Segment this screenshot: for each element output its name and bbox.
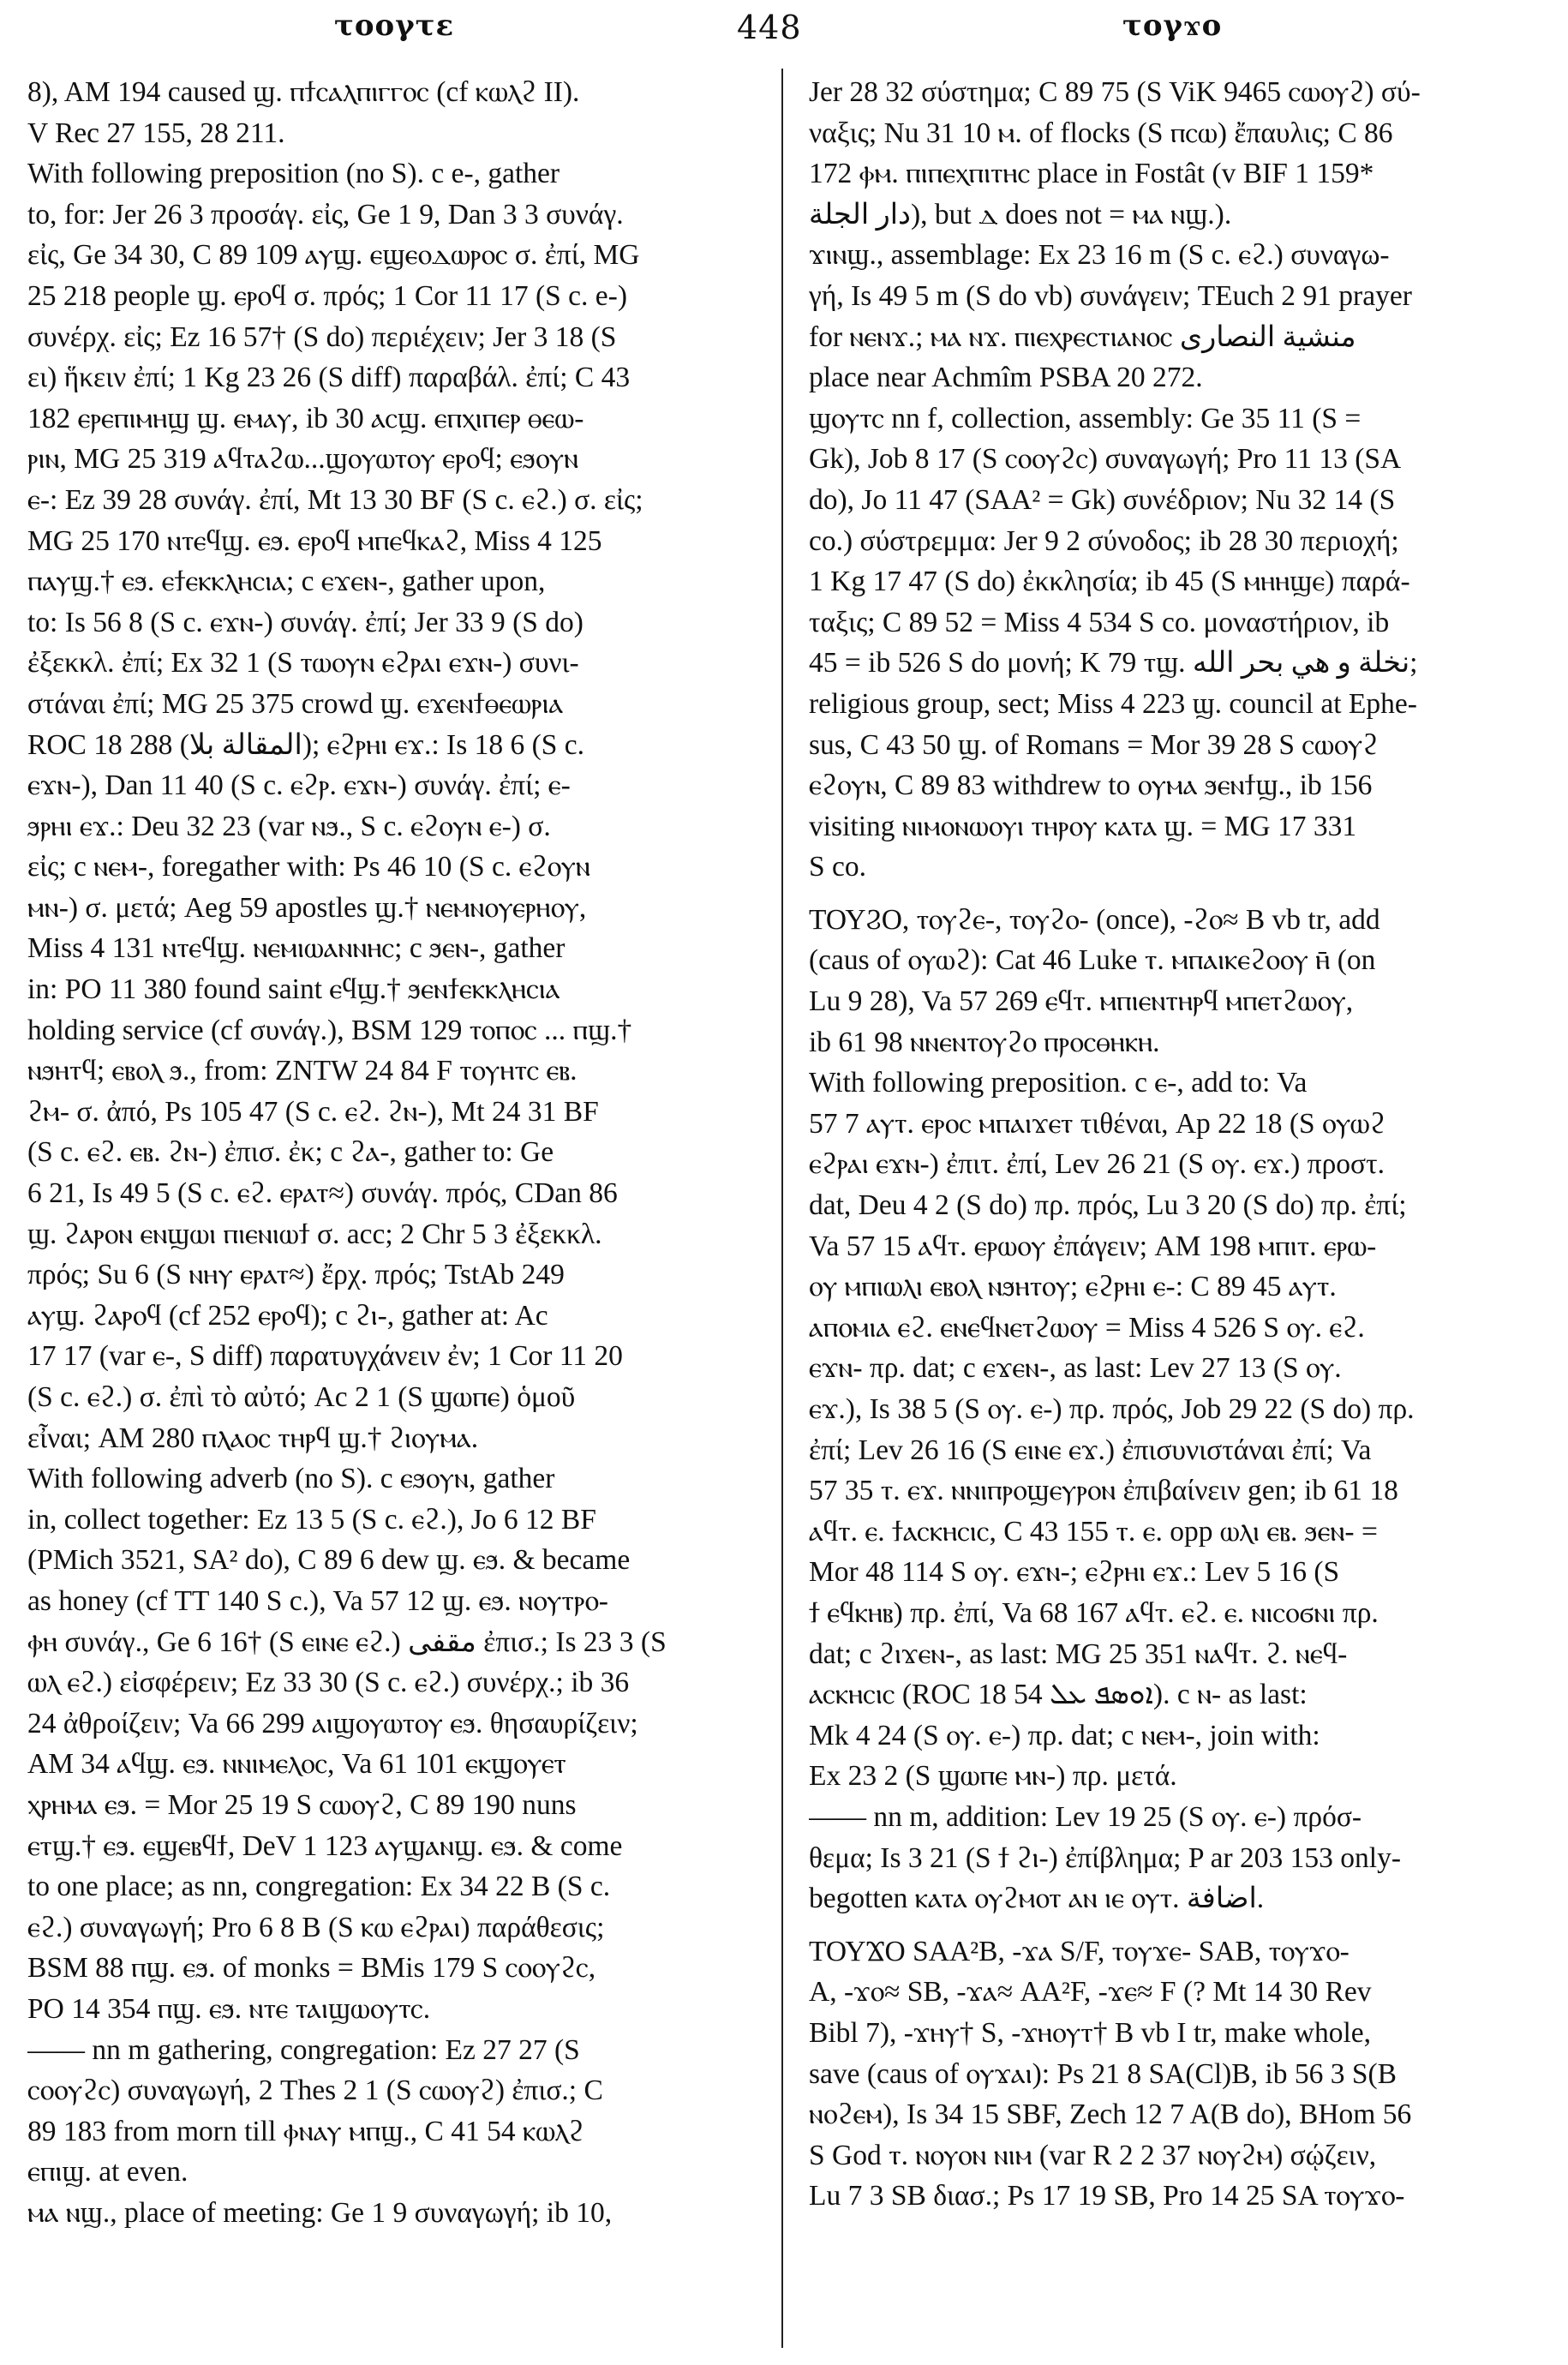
text-line: Mk 4 24 (S ⲟⲩ. ⲉ-) πρ. dat; c ⲛⲉⲙ-, join with:: [809, 1719, 1320, 1751]
text-line: With following adverb (no S). c ⲉϧⲟⲩⲛ, gather: [27, 1463, 555, 1495]
text-line: co.) σύστρεμμα: Jer 9 2 σύνοδος; ib 28 30 περιοχή;: [809, 524, 1399, 557]
text-line: 45 = ib 526 S do μονή; K 79 ⲧϣ. نخلة و هي بحر الله;: [809, 647, 1418, 680]
text-line: Ex 23 2 (S ϣⲱⲡⲉ ⲙⲛ-) πρ. μετά.: [809, 1760, 1177, 1793]
text-line: PO 14 354 ⲡϣ. ⲉϧ. ⲛⲧⲉ ⲧⲁⲓϣⲱⲟⲩⲧⲥ.: [27, 1992, 431, 2025]
text-line: συνέρχ. εἰς; Ez 16 57† (S do) περιέχειν; Jer 3 18 (S: [27, 320, 617, 353]
text-line: ⲁϥⲧ. ⲉ. ϯⲁⲥⲕⲏⲥⲓⲥ, C 43 155 ⲧ. ⲉ. opp ⲱⲗⲓ ⲉⲃ. ϧⲉⲛ- =: [809, 1515, 1378, 1548]
text-line: dat; c ϩⲓϫⲉⲛ-, as last: MG 25 351 ⲛⲁϥⲧ. ϩ. ⲛⲉϥ-: [809, 1638, 1348, 1670]
page-header: [0, 0, 1568, 62]
text-line: 172 ⲫⲙ. ⲡⲓⲡⲉⲭⲡⲓⲧⲏⲥ place in Fostât (v BIF 1 159*: [809, 158, 1374, 190]
text-line: εἰς; c ⲛⲉⲙ-, foregather with: Ps 46 10 (S c. ⲉϩⲟⲩⲛ: [27, 851, 590, 883]
text-line: Lu 7 3 SB διασ.; Ps 17 19 SB, Pro 14 25 SA ⲧⲟⲩϫⲟ-: [809, 2180, 1405, 2212]
column-divider: [781, 69, 783, 2348]
text-line: in, collect together: Ez 13 5 (S c. ⲉϩ.), Jo 6 12 BF: [27, 1503, 596, 1536]
text-line: εἶναι; AM 280 ⲡⲗⲁⲟⲥ ⲧⲏⲣϥ ϣ.† ϩⲓⲟⲩⲙⲁ.: [27, 1422, 479, 1454]
text-line: in: PO 11 380 found saint ⲉϥϣ.† ϧⲉⲛϯⲉⲕⲕⲗⲏⲥⲓⲁ: [27, 973, 560, 1006]
page-number: 448: [737, 9, 802, 46]
text-line: (S c. ⲉϩ. ⲉⲃ. ϩⲛ-) ἐπισ. ἐκ; c ϩⲁ-, gather to: Ge: [27, 1136, 554, 1169]
text-line: dat, Deu 4 2 (S do) πρ. πρός, Lu 3 20 (S do) πρ. ἐπί;: [809, 1189, 1407, 1222]
text-line: ἐξεκκλ. ἐπί; Ex 32 1 (S ⲧⲱⲟⲩⲛ ⲉϩⲣⲁⲓ ⲉϫⲛ-) συνι-: [27, 647, 579, 680]
text-line: θεμα; Is 3 21 (S ϯ ϩⲓ-) ἐπίβλημα; P ar 203 153 only-: [809, 1841, 1401, 1874]
text-line: for ⲛⲉⲛϫ.; ⲙⲁ ⲛϫ. ⲡⲓⲉⲭⲣⲉⲥⲧⲓⲁⲛⲟⲥ منشية النصارى: [809, 320, 1356, 353]
text-line: ϣⲟⲩⲧⲥ nn f, collection, assembly: Ge 35 11 (S =: [809, 402, 1362, 434]
text-line: ⲁⲩϣ. ϩⲁⲣⲟϥ (cf 252 ⲉⲣⲟϥ); c ϩⲓ-, gather at: Ac: [27, 1299, 548, 1332]
text-line: to, for: Jer 26 3 προσάγ. εἰς, Ge 1 9, Dan 3 3 συνάγ.: [27, 198, 624, 231]
text-line: ΤΟΥϪΟ SAA²B, -ϫⲁ S/F, ⲧⲟⲩϫⲉ- SAB, ⲧⲟⲩϫⲟ-: [809, 1935, 1350, 1967]
text-line: With following preposition. c ⲉ-, add to: Va: [809, 1067, 1308, 1099]
text-line: ⲛⲟϩⲉⲙ), Is 34 15 SBF, Zech 12 7 A(B do), BHom 56: [809, 2099, 1412, 2131]
text-line: στάναι ἐπί; MG 25 375 crowd ϣ. ⲉϫⲉⲛϯⲑⲉⲱⲣⲓⲁ: [27, 687, 564, 720]
text-line: Miss 4 131 ⲛⲧⲉϥϣ. ⲛⲉⲙⲓⲱⲁⲛⲛⲏⲥ; c ϧⲉⲛ-, gather: [27, 932, 566, 965]
text-line: 6 21, Is 49 5 (S c. ⲉϩ. ⲉⲣⲁⲧ≈) συνάγ. πρός, CDan 86: [27, 1177, 618, 1210]
text-line: 17 17 (var ⲉ-, S diff) παρατυγχάνειν ἐν; 1 Cor 11 20: [27, 1340, 623, 1373]
text-line: ⲙⲛ-) σ. μετά; Aeg 59 apostles ϣ.† ⲛⲉⲙⲛⲟⲩⲉⲣⲏⲟⲩ,: [27, 891, 587, 924]
text-line: εἰς, Ge 34 30, C 89 109 ⲁⲩϣ. ⲉϣⲉⲟⲇⲱⲣⲟⲥ σ. ἐπί, MG: [27, 239, 640, 272]
text-line: ⲥⲟⲟⲩϩⲥ) συναγωγή, 2 Thes 2 1 (S ⲥⲱⲟⲩϩ) ἐπισ.; C: [27, 2075, 603, 2107]
text-line: do), Jo 11 47 (SAA² = Gk) συνέδριον; Nu 32 14 (S: [809, 483, 1396, 516]
text-line: ⲫⲏ συνάγ., Ge 6 16† (S ⲉⲓⲛⲉ ⲉϩ.) مقفى ἐπισ.; Is 23 3 (S: [27, 1626, 667, 1658]
text-line: ⲁⲥⲕⲏⲥⲓⲥ (ROC 18 54 ܐܘܣܦ ܥܠ). c ⲛ- as last:: [809, 1679, 1308, 1711]
text-line: ναξις; Nu 31 10 ⲙ. of flocks (S ⲡⲥⲱ) ἔπαυλις; C 86: [809, 117, 1393, 149]
text-line: πρός; Su 6 (S ⲛⲏⲩ ⲉⲣⲁⲧ≈) ἔρχ. πρός; TstAb 249: [27, 1259, 565, 1291]
text-line: ⲭⲣⲏⲙⲁ ⲉϧ. = Mor 25 19 S ⲥⲱⲟⲩϩ, C 89 190 nuns: [27, 1788, 577, 1821]
text-line: ει) ἥκειν ἐπί; 1 Kg 23 26 (S diff) παραβάλ. ἐπί; C 43: [27, 362, 631, 394]
text-line: ϧⲣⲏⲓ ⲉϫ.: Deu 32 23 (var ⲛϧ., S c. ⲉϩⲟⲩⲛ ⲉ-) σ.: [27, 810, 551, 842]
text-line: MG 25 170 ⲛⲧⲉϥϣ. ⲉϧ. ⲉⲣⲟϥ ⲙⲡⲉϥⲕⲁϩ, Miss 4 125: [27, 524, 602, 557]
text-line: save (caus of ⲟⲩϫⲁⲓ): Ps 21 8 SA(Cl)B, ib 56 3 S(B: [809, 2057, 1397, 2090]
text-line: —— nn m gathering, congregation: Ez 27 27 (S: [27, 2033, 580, 2066]
text-line: religious group, sect; Miss 4 223 ϣ. council at Ephe-: [809, 687, 1417, 720]
running-head-left: τοογτε: [334, 9, 455, 43]
text-line: ⲛϧⲏⲧϥ; ⲉⲃⲟⲗ ϧ., from: ZNTW 24 84 F ⲧⲟⲩⲏⲧⲥ ⲉⲃ.: [27, 1055, 578, 1087]
text-line: With following preposition (no S). c e-, gather: [27, 158, 560, 190]
text-line: V Rec 27 155, 28 211.: [27, 117, 285, 149]
text-line: as honey (cf TT 140 S c.), Va 57 12 ϣ. ⲉϧ. ⲛⲟⲩⲧⲣⲟ-: [27, 1584, 608, 1617]
text-line: to one place; as nn, congregation: Ex 34 22 B (S c.: [27, 1871, 611, 1903]
text-line: ϣ. ϩⲁⲣⲟⲛ ⲉⲛϣⲱⲓ ⲡⲓⲉⲛⲓⲱϯ σ. acc; 2 Chr 5 3 ἐξεκκλ.: [27, 1218, 602, 1250]
text-line: ϯ ⲉϥⲕⲏⲃ) πρ. ἐπί, Va 68 167 ⲁϥⲧ. ⲉϩ. ⲉ. ⲛⲓⲥⲟϭⲛⲓ πρ.: [809, 1596, 1379, 1629]
text-line: γή, Is 49 5 m (S do vb) συνάγειν; TEuch 2 91 prayer: [809, 279, 1412, 312]
text-line: ϩⲙ- σ. ἀπό, Ps 105 47 (S c. ⲉϩ. ϩⲛ-), Mt 24 31 BF: [27, 1095, 599, 1128]
text-line: ⲉϩⲟⲩⲛ, C 89 83 withdrew to ⲟⲩⲙⲁ ϧⲉⲛϯϣ., ib 156: [809, 769, 1373, 802]
text-line: AM 34 ⲁϥϣ. ⲉϧ. ⲛⲛⲓⲙⲉⲗⲟⲥ, Va 61 101 ⲉⲕϣⲟⲩⲉⲧ: [27, 1748, 566, 1781]
text-line: (S c. ⲉϩ.) σ. ἐπὶ τὸ αὐτό; Ac 2 1 (S ϣⲱⲡⲉ) ὁμοῦ: [27, 1381, 576, 1413]
left-column: [27, 72, 764, 2343]
text-line: ROC 18 288 (المقالة بلا); ⲉϩⲣⲏⲓ ⲉϫ.: Is 18 6 (S c.: [27, 728, 585, 761]
text-line: ΤΟΥϨΟ, ⲧⲟⲩϩⲉ-, ⲧⲟⲩϩⲟ- (once), -ϩⲟ≈ B vb tr, add: [809, 903, 1380, 936]
text-line: ⲉϫⲛ- πρ. dat; c ⲉϫⲉⲛ-, as last: Lev 27 13 (S ⲟⲩ.: [809, 1352, 1342, 1385]
text-line: ⲟⲩ ⲙⲡⲓⲱⲗⲓ ⲉⲃⲟⲗ ⲛϧⲏⲧⲟⲩ; ⲉϩⲣⲏⲓ ⲉ-: C 89 45 ⲁⲩⲧ.: [809, 1271, 1337, 1303]
text-line: 25 218 people ϣ. ⲉⲣⲟϥ σ. πρός; 1 Cor 11 17 (S c. e-): [27, 279, 627, 312]
text-line: Gk), Job 8 17 (S ⲥⲟⲟⲩϩⲥ) συναγωγή; Pro 11 13 (SA: [809, 443, 1402, 476]
text-line: begotten ⲕⲁⲧⲁ ⲟⲩϩⲙⲟⲧ ⲁⲛ ⲓⲉ ⲟⲩⲧ. اضافة.: [809, 1883, 1265, 1915]
text-line: BSM 88 ⲡϣ. ⲉϧ. of monks = BMis 179 S ⲥⲟⲟⲩϩⲥ,: [27, 1952, 596, 1985]
text-line: holding service (cf συνάγ.), BSM 129 ⲧⲟⲡⲟⲥ ... ⲡϣ.†: [27, 1014, 632, 1046]
text-line: Mor 48 114 S ⲟⲩ. ⲉϫⲛ-; ⲉϩⲣⲏⲓ ⲉϫ.: Lev 5 16 (S: [809, 1556, 1340, 1589]
text-line: ⲉ-: Ez 39 28 συνάγ. ἐπί, Mt 13 30 BF (S c. ⲉϩ.) σ. εἰς;: [27, 483, 643, 516]
running-head-right: τογϫο: [1122, 9, 1223, 43]
text-line: ⲁⲡⲟⲙⲓⲁ ⲉϩ. ⲉⲛⲉϥⲛⲉⲧϩⲱⲟⲩ = Miss 4 526 S ⲟⲩ. ⲉϩ.: [809, 1311, 1365, 1344]
text-line: 8), AM 194 caused ϣ. ⲡϯⲥⲁⲗⲡⲓⲅⲅⲟⲥ (cf ⲕⲱⲗϩ II).: [27, 76, 580, 108]
text-line: Lu 9 28), Va 57 269 ⲉϥⲧ. ⲙⲡⲓⲉⲛⲧⲏⲣϥ ⲙⲡⲉⲧϩⲱⲟⲩ,: [809, 985, 1354, 1018]
text-line: ⲉϩⲣⲁⲓ ⲉϫⲛ-) ἐπιτ. ἐπί, Lev 26 21 (S ⲟⲩ. ⲉϫ.) προστ.: [809, 1148, 1385, 1181]
text-line: ⲙⲁ ⲛϣ., place of meeting: Ge 1 9 συναγωγή; ib 10,: [27, 2196, 613, 2229]
text-line: ⲉϫ.), Is 38 5 (S ⲟⲩ. ⲉ-) πρ. πρός, Job 29 22 (S do) πρ.: [809, 1393, 1415, 1425]
text-line: 24 ἀθροίζειν; Va 66 299 ⲁⲓϣⲟⲩⲱⲧⲟⲩ ⲉϧ. θησαυρίζειν;: [27, 1707, 638, 1739]
text-line: Bibl 7), -ϫⲏⲩ† S, -ϫⲏⲟⲩⲧ† B vb I tr, make whole,: [809, 2016, 1372, 2049]
text-line: sus, C 43 50 ϣ. of Romans = Mor 39 28 S ⲥⲱⲟⲩϩ: [809, 728, 1379, 761]
right-column: [809, 72, 1547, 2343]
text-line: ⲉϩ.) συναγωγή; Pro 6 8 B (S ⲕⲱ ⲉϩⲣⲁⲓ) παράθεσις;: [27, 1911, 605, 1943]
text-line: [809, 888, 1547, 900]
text-line: to: Is 56 8 (S c. ⲉϫⲛ-) συνάγ. ἐπί; Jer 33 9 (S do): [27, 606, 584, 638]
text-line: ⲉϫⲛ-), Dan 11 40 (S c. ⲉϩⲣ. ⲉϫⲛ-) συνάγ. ἐπί; ⲉ-: [27, 769, 571, 802]
text-line: ⲱⲗ ⲉϩ.) εἰσφέρειν; Ez 33 30 (S c. ⲉϩ.) συνέρχ.; ib 36: [27, 1667, 630, 1699]
text-line: ϫⲓⲛϣ., assemblage: Ex 23 16 m (S c. ⲉϩ.) συναγω-: [809, 239, 1390, 272]
text-line: S co.: [809, 851, 866, 883]
text-line: (caus of ⲟⲩⲱϩ): Cat 46 Luke ⲧ. ⲙⲡⲁⲓⲕⲉϩⲟⲟⲩ ⲏ̄ (on: [809, 944, 1376, 977]
text-line: ib 61 98 ⲛⲛⲉⲛⲧⲟⲩϩⲟ ⲡⲣⲟⲥⲑⲏⲕⲏ.: [809, 1026, 1160, 1058]
text-line: ⲡⲁⲩϣ.† ⲉϧ. ⲉϯⲉⲕⲕⲗⲏⲥⲓⲁ; c ⲉϫⲉⲛ-, gather upon,: [27, 566, 546, 598]
text-line: place near Achmîm PSBA 20 272.: [809, 362, 1203, 394]
text-line: (PMich 3521, SA² do), C 89 6 dew ϣ. ⲉϧ. & became: [27, 1544, 631, 1577]
text-line: ⲉⲧϣ.† ⲉϧ. ⲉϣⲉⲃϥϯ, DeV 1 123 ⲁⲩϣⲁⲛϣ. ⲉϧ. & come: [27, 1829, 623, 1862]
text-line: 57 35 ⲧ. ⲉϫ. ⲛⲛⲓⲡⲣⲟϣⲉⲩⲣⲟⲛ ἐπιβαίνειν gen; ib 61 18: [809, 1475, 1398, 1507]
text-line: دار الجلة), but ⲇ does not = ⲙⲁ ⲛϣ.).: [809, 198, 1232, 231]
text-line: S God ⲧ. ⲛⲟⲩⲟⲛ ⲛⲓⲙ (var R 2 2 37 ⲛⲟⲩϩⲙ) σῴζειν,: [809, 2139, 1377, 2171]
text-line: 182 ⲉⲣⲉⲡⲓⲙⲏϣ ϣ. ⲉⲙⲁⲩ, ib 30 ⲁⲥϣ. ⲉⲡⲭⲓⲡⲉⲣ ⲑⲉⲱ-: [27, 402, 584, 434]
text-line: A, -ϫⲟ≈ SB, -ϫⲁ≈ AA²F, -ϫⲉ≈ F (? Mt 14 30 Rev: [809, 1976, 1372, 2009]
text-line: 57 7 ⲁⲩⲧ. ⲉⲣⲟⲥ ⲙⲡⲁⲓϫⲉⲧ τιθέναι, Ap 22 18 (S ⲟⲩⲱϩ: [809, 1107, 1385, 1140]
text-line: Jer 28 32 σύστημα; C 89 75 (S ViK 9465 ⲥⲱⲟⲩϩ) σύ-: [809, 76, 1421, 108]
text-line: ⲉⲡⲓϣ. at even.: [27, 2156, 189, 2188]
text-line: ταξις; C 89 52 = Miss 4 534 S co. μοναστήριον, ib: [809, 606, 1390, 638]
text-line: [809, 1919, 1547, 1931]
text-line: visiting ⲛⲓⲙⲟⲛⲱⲟⲩⲓ ⲧⲏⲣⲟⲩ ⲕⲁⲧⲁ ϣ. = MG 17 331: [809, 810, 1357, 842]
text-line: Va 57 15 ⲁϥⲧ. ⲉⲣⲱⲟⲩ ἐπάγειν; AM 198 ⲙⲡⲓⲧ. ⲉⲣⲱ-: [809, 1230, 1377, 1262]
text-line: ⲣⲓⲛ, MG 25 319 ⲁϥⲧⲁϩⲱ...ϣⲟⲩⲱⲧⲟⲩ ⲉⲣⲟϥ; ⲉϧⲟⲩⲛ: [27, 443, 579, 476]
text-line: 89 183 from morn till ⲫⲛⲁⲩ ⲙⲡϣ., C 41 54 ⲕⲱⲗϩ: [27, 2115, 584, 2147]
text-line: —— nn m, addition: Lev 19 25 (S ⲟⲩ. ⲉ-) πρόσ-: [809, 1800, 1362, 1833]
text-line: ἐπί; Lev 26 16 (S ⲉⲓⲛⲉ ⲉϫ.) ἐπισυνιστάναι ἐπί; Va: [809, 1434, 1372, 1466]
text-line: 1 Kg 17 47 (S do) ἐκκλησία; ib 45 (S ⲙⲏⲏϣⲉ) παρά-: [809, 566, 1410, 598]
